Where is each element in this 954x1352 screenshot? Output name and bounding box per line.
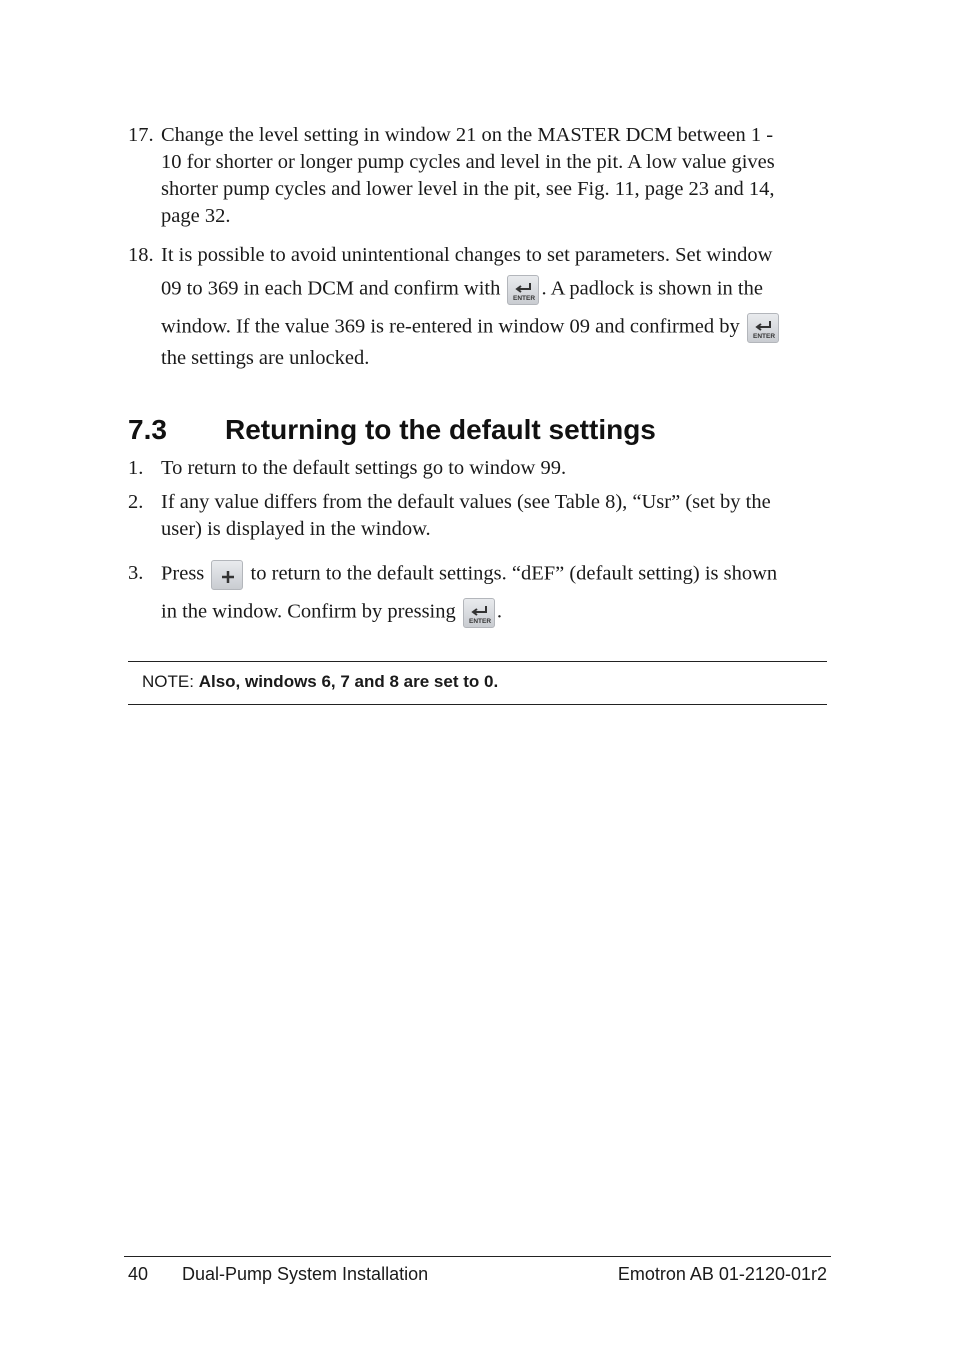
list-text-line: To return to the default settings go to window 99. (161, 457, 567, 479)
list-text: Press (161, 562, 205, 585)
list-text-line (161, 560, 828, 590)
footer-doc-ref: Emotron AB 01-2120-01r2 (617, 1264, 827, 1284)
list-text-line (161, 313, 828, 343)
list-item-1 (128, 455, 828, 482)
list-text: to return to the default settings. “dEF” (default setting) is shown (250, 562, 778, 585)
note-bottom-rule (128, 704, 827, 705)
note-label: NOTE: (142, 672, 194, 691)
list-number: 18. (128, 244, 154, 266)
enter-key-icon (507, 275, 539, 305)
list-text-line (161, 275, 828, 305)
section-number: 7.3 (128, 414, 167, 445)
enter-key-label: ENTER (513, 295, 536, 302)
note (142, 672, 498, 692)
list-number: 3. (128, 562, 144, 584)
list-text-line: shorter pump cycles and lower level in the pit, see Fig. 11, page 23 and 14, (161, 178, 775, 200)
list-text: in the window. Confirm by pressing (161, 600, 456, 623)
enter-key-label: ENTER (752, 333, 775, 340)
enter-key-label: ENTER (468, 618, 491, 625)
list-text: . A padlock is shown in the (541, 277, 763, 300)
list-text-line: 10 for shorter or longer pump cycles and level in the pit. A low value gives (161, 151, 775, 173)
list-text-line: user) is displayed in the window. (161, 518, 431, 540)
list-item-3 (128, 560, 828, 628)
list-number: 2. (128, 491, 144, 513)
list-text: . (496, 600, 503, 623)
list-text-line (161, 598, 828, 628)
list-item-18 (128, 242, 828, 372)
list-text-line: Change the level setting in window 21 on the MASTER DCM between 1 - (161, 124, 774, 146)
section-title: Returning to the default settings (225, 414, 656, 445)
footer-page-number: 40 (128, 1264, 149, 1284)
list-text: 09 to 369 in each DCM and confirm with (161, 277, 501, 300)
footer-rule (124, 1256, 831, 1257)
footer-doc-title: Dual-Pump System Installation (182, 1264, 429, 1284)
list-text: window. If the value 369 is re-entered in window 09 and confirmed by (161, 315, 740, 338)
list-text-line: It is possible to avoid unintentional changes to set parameters. Set window (161, 244, 773, 266)
note-text: Also, windows 6, 7 and 8 are set to 0. (198, 672, 499, 691)
list-item-2 (128, 489, 828, 543)
note-top-rule (128, 661, 827, 662)
list-number: 17. (128, 124, 154, 146)
list-number: 1. (128, 457, 144, 479)
enter-key-icon (463, 598, 495, 628)
plus-key-icon (211, 560, 243, 590)
list-text-line: the settings are unlocked. (161, 347, 370, 369)
list-text-line: page 32. (161, 205, 231, 227)
enter-key-icon (747, 313, 779, 343)
list-item-17 (128, 122, 828, 230)
list-text-line: If any value differs from the default values (see Table 8), “Usr” (set by the (161, 491, 771, 513)
